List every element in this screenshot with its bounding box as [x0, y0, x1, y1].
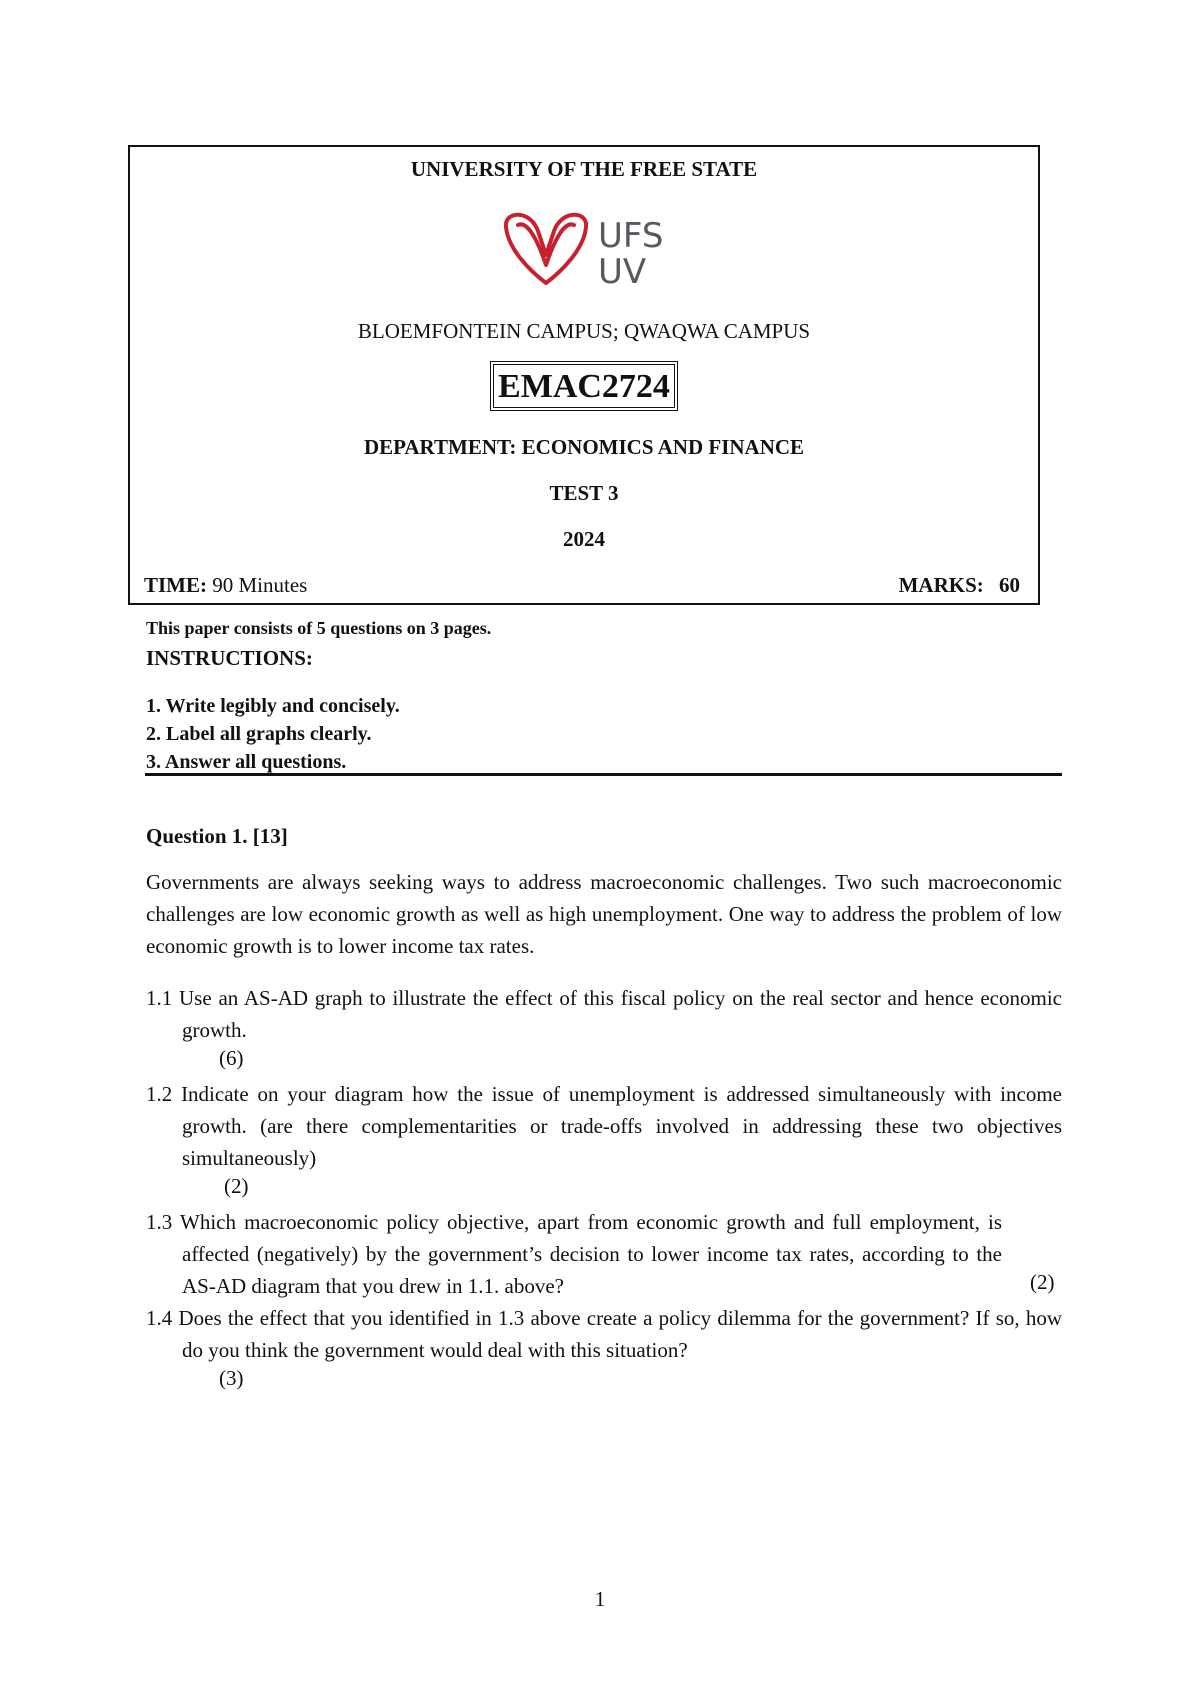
- test-number: TEST 3: [549, 481, 619, 505]
- sub-question-1-4: 1.4 Does the effect that you identified in 1.3 above create a policy dilemma for the government? If so, how do you think the government would deal with this situation?: [146, 1306, 1062, 1362]
- marks-value: 60: [999, 573, 1020, 597]
- marks-label: MARKS:: [898, 573, 984, 597]
- sub-question-1-2-mark: (2): [224, 1174, 249, 1198]
- time-value: 90 Minutes: [212, 573, 308, 597]
- logo-text-uv: UV: [598, 252, 647, 289]
- university-name: UNIVERSITY OF THE FREE STATE: [410, 157, 758, 181]
- sub-question-1-1: 1.1 Use an AS-AD graph to illustrate the effect of this fiscal policy on the real sector and hence economic growth.: [146, 986, 1062, 1042]
- marks-row: [899, 573, 1020, 598]
- department-line: DEPARTMENT: ECONOMICS AND FINANCE: [363, 435, 805, 459]
- sub-question-1-3: 1.3 Which macroeconomic policy objective, apart from economic growth and full employment, is affected (negatively) by the government’s decision to lower income tax rates, according to the AS-AD diagram that you drew in 1.1. above?: [146, 1210, 1002, 1298]
- cover-header-box: [128, 145, 1040, 605]
- instruction-item: 1. Write legibly and concisely.: [146, 695, 400, 717]
- sub-question-1-1-mark: (6): [219, 1046, 244, 1070]
- page-number: 1: [594, 1587, 606, 1611]
- paper-consists-note: This paper consists of 5 questions on 3 pages.: [146, 618, 492, 638]
- logo-text-ufs: UFS: [598, 216, 664, 256]
- question-1-title: Question 1. [13]: [146, 824, 288, 848]
- instructions-list: [146, 692, 400, 776]
- sub-question-1-2: 1.2 Indicate on your diagram how the issue of unemployment is addressed simultaneously with income growth. (are there complementarities or trade-offs involved in addressing these two objectives simultaneously): [146, 1082, 1062, 1170]
- divider-rule: [145, 773, 1062, 776]
- instruction-item: 3. Answer all questions.: [146, 751, 347, 773]
- module-code-wrap: [130, 364, 1038, 408]
- campus-line: BLOEMFONTEIN CAMPUS; QWAQWA CAMPUS: [357, 319, 811, 343]
- question-1-intro: Governments are always seeking ways to address macroeconomic challenges. Two such macroeconomic challenges are low economic growth as well as high unemployment. One way to address the problem of low economic growth is to lower income tax rates.: [146, 870, 1062, 958]
- ufs-logo: [500, 207, 680, 289]
- sub-question-1-4-mark: (3): [219, 1366, 244, 1390]
- module-code: EMAC2724: [493, 364, 675, 408]
- sub-question-1-3-mark: (2): [1030, 1270, 1055, 1294]
- instruction-item: 2. Label all graphs clearly.: [146, 723, 372, 745]
- test-year: 2024: [563, 527, 605, 551]
- instructions-title: INSTRUCTIONS:: [146, 646, 313, 670]
- time-label: TIME:: [144, 573, 207, 597]
- time-row: [144, 573, 307, 598]
